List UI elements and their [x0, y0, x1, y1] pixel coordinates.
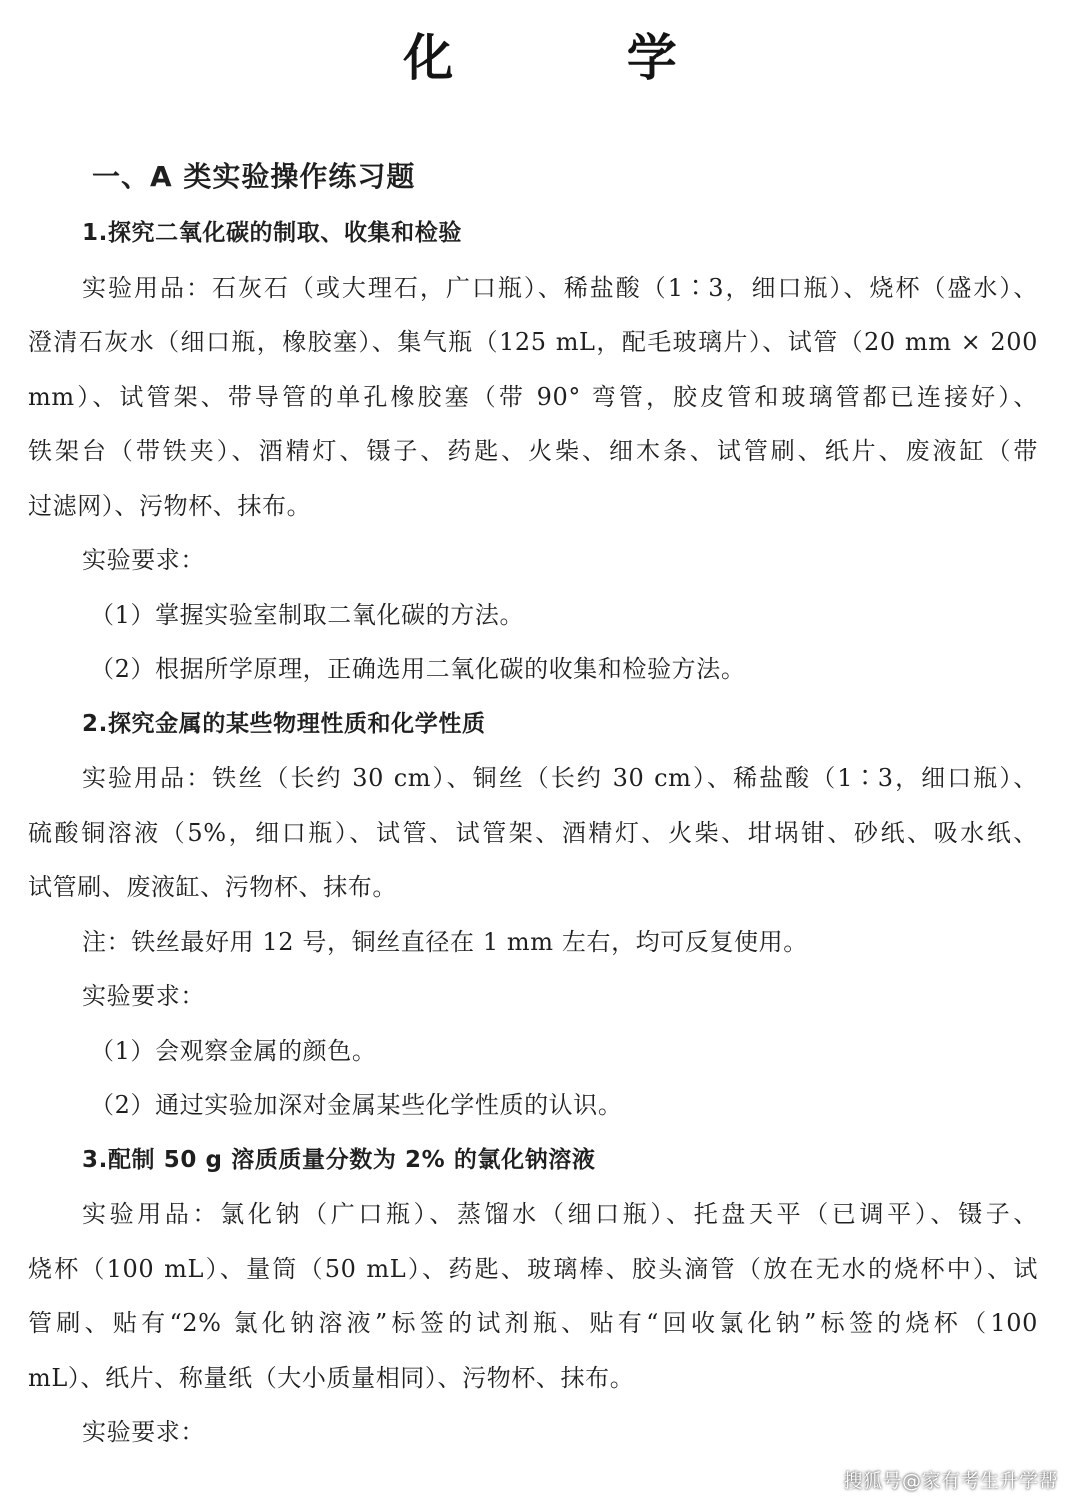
- experiment-2-materials-line: 硫酸铜溶液（5%，细口瓶）、试管、试管架、酒精灯、火柴、坩埚钳、砂纸、吸水纸、: [28, 818, 1038, 847]
- experiment-2-requirement: （1）会观察金属的颜色。: [90, 1036, 377, 1065]
- experiment-1-requirement: （2）根据所学原理，正确选用二氧化碳的收集和检验方法。: [90, 655, 746, 683]
- experiment-3-requirements-label: 实验要求：: [82, 1418, 205, 1446]
- experiment-1-materials-line: 澄清石灰水（细口瓶，橡胶塞）、集气瓶（125 mL，配毛玻璃片）、试管（20 mm × 200: [28, 328, 1038, 356]
- experiment-1-requirements-label: 实验要求：: [82, 546, 205, 574]
- experiment-1-title: 1.探究二氧化碳的制取、收集和检验: [82, 220, 462, 246]
- experiment-3-materials-line: 实验用品：氯化钠（广口瓶）、蒸馏水（细口瓶）、托盘天平（已调平）、镊子、: [82, 1200, 1038, 1228]
- experiment-1-materials-line: 铁架台（带铁夹）、酒精灯、镊子、药匙、火柴、细木条、试管刷、纸片、废液缸（带: [28, 437, 1038, 465]
- experiment-3-materials-line: mL）、纸片、称量纸（大小质量相同）、污物杯、抹布。: [28, 1363, 635, 1392]
- page-title: 化 学: [403, 29, 755, 87]
- section-heading: 一、A 类实验操作练习题: [92, 160, 416, 193]
- experiment-1-materials-line: 过滤网）、污物杯、抹布。: [28, 491, 312, 520]
- experiment-2-note: 注：铁丝最好用 12 号，铜丝直径在 1 mm 左右，均可反复使用。: [82, 927, 808, 956]
- experiment-2-title: 2.探究金属的某些物理性质和化学性质: [82, 710, 486, 737]
- experiment-3-materials-line: 管刷、贴有“2% 氯化钠溶液”标签的试剂瓶、贴有“回收氯化钠”标签的烧杯（100: [28, 1309, 1038, 1337]
- experiment-3-materials-line: 烧杯（100 mL）、量筒（50 mL）、药匙、玻璃棒、胶头滴管（放在无水的烧杯中）、试: [28, 1254, 1038, 1283]
- experiment-1-requirement: （1）掌握实验室制取二氧化碳的方法。: [90, 600, 525, 629]
- watermark-text: 搜狐号@家有考生升学帮: [843, 1470, 1058, 1492]
- document-content: [28, 148, 1038, 1460]
- experiment-3-title: 3.配制 50 g 溶质质量分数为 2% 的氯化钠溶液: [82, 1146, 596, 1173]
- experiment-2-requirements-label: 实验要求：: [82, 982, 205, 1010]
- experiment-2-requirement: （2）通过实验加深对金属某些化学性质的认识。: [90, 1091, 623, 1119]
- experiment-1-materials-line: mm）、试管架、带导管的单孔橡胶塞（带 90° 弯管，胶皮管和玻璃管都已连接好）、: [28, 382, 1038, 411]
- experiment-1-materials-line: 实验用品：石灰石（或大理石，广口瓶）、稀盐酸（1∶3，细口瓶）、烧杯（盛水）、: [82, 273, 1038, 302]
- experiment-2-materials-line: 实验用品：铁丝（长约 30 cm）、铜丝（长约 30 cm）、稀盐酸（1∶3，细口瓶）、: [82, 764, 1038, 792]
- experiment-2-materials-line: 试管刷、废液缸、污物杯、抹布。: [28, 873, 397, 901]
